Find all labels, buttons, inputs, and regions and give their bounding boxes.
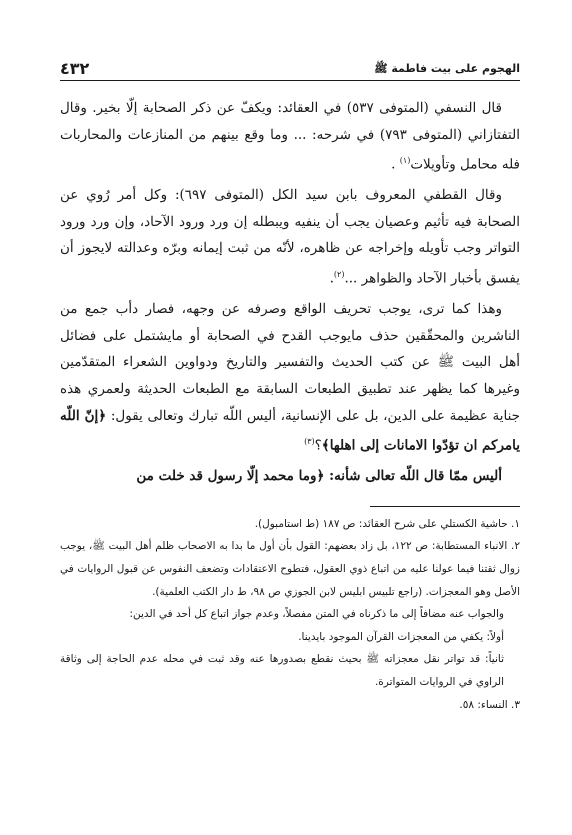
footnote-ref: (٢) (333, 270, 345, 280)
running-header (60, 60, 520, 81)
footnote: ١. حاشية الكستلي على شرح العقائد: ص ١٨٧ (ط استامبول). (254, 517, 520, 530)
paragraph (60, 95, 520, 178)
paragraph (60, 182, 520, 292)
quran-quote: ﴿إنّ اللّه يامركم ان تؤدّوا الامانات إلى اهلها﴾ (60, 407, 520, 454)
paragraph-tail: . (329, 270, 334, 287)
footnote-continuation: ثانياً: قد تواتر نقل معجزاته ﷺ بحيث نقطع بصدورها عنه وقد ثبت في محله عدم الحاجة إلى وثاقة الراوي في الروايات المتواترة. (60, 653, 504, 688)
footnote: ٣. النساء: ٥٨. (459, 698, 520, 711)
paragraph (60, 296, 520, 459)
running-title: الهجوم على بيت فاطمة ﷺ (374, 62, 520, 75)
footnote-separator (370, 506, 520, 507)
paragraph-text: وهذا كما ترى، يوجب تحريف الواقع وصرفه عن وجهه، فصار دأب جمع من الناشرين والمحقّقين حذف مايوجب القدح في الصحابة أو مايشتمل على فضائل أهل البيت ﷺ عن كتب الحديث والتفسير والتاريخ ودواوين الشعراء المتقدّمين وغيرها كما يظهر عند تطبيق الطبعات السابقة مع الطبعات الحديثة ولعمري هذه جناية عظيمة على الدين، بل على الإنسانية، أليس اللّه تبارك وتعالى يقول: (60, 301, 520, 424)
paragraph-text: وقال القطفي المعروف بابن سيد الكل (المتوفى ٦٩٧): وكل أمر رُوي عن الصحابة فيه تأثيم وعصيان يجب أن ينفيه ويبطله إن ورد ورود الآحاد، وإن ورد ورود التواتر وجب تأويله وإخراجه عن ظاهره، لأنّه من ثبت إيمانه وبرّه وعدالته لايجوز أن يفسق بأخبار الآحاد والظواهر ... (60, 187, 520, 287)
footnote-ref: (١) (399, 156, 411, 166)
footnote-continuation: والجواب عنه مضافاً إلى ما ذكرناه في المتن مفصلاً، وعدم جواز اتباع كل أحد في الدين: (129, 608, 504, 621)
paragraph-text: قال النسفي (المتوفى ٥٣٧) في العقائد: ويكفّ عن ذكر الصحابة إلّا بخير. وقال التفتازاني (المتوفى ٧٩٣) في شرحه: ... وما وقع بينهم من المنازعات والمحاربات فله محامل وتأويلات (60, 100, 520, 173)
book-page (60, 60, 520, 820)
main-text (60, 95, 520, 490)
page-number: ٤٣٢ (60, 59, 90, 78)
footnote-continuation: أولاً: يكفي من المعجزات القرآن الموجود بايدينا. (298, 630, 504, 643)
paragraph-tail: ؟ (314, 437, 322, 454)
paragraph (60, 463, 520, 490)
paragraph-tail: . (391, 156, 400, 173)
quran-quote: ﴿وما محمد إلّا رسول قد خلت من (136, 468, 325, 485)
footnote: ٢. الانباء المستطابة: ص ١٢٢، بل زاد بعضهم: القول بأن أول ما بدا به الاصحاب ظلم أهل البيت ﷺ، يوجب زوال ثقتنا فيما عولنا عليه من اتباع ذوي العقول، فتطوح الاعتقادات وتضعف النفوس عن قبول الروايات في الأصل وهو المعجزات. (راجع تلبيس ابليس لابن الجوزي ص ٩٨، ط دار الكتب العلمية). (60, 540, 521, 598)
paragraph-text: أليس ممّا قال اللّه تعالى شأنه: (324, 468, 502, 485)
footnotes (60, 513, 520, 716)
footnote-ref: (٣) (304, 437, 315, 447)
